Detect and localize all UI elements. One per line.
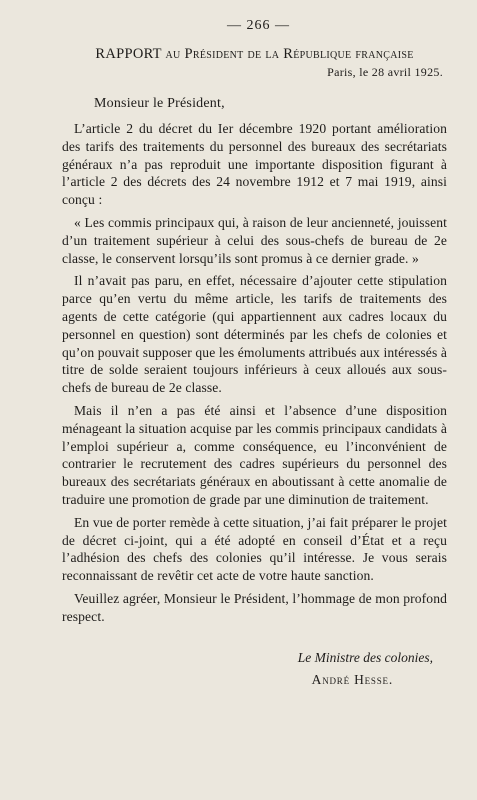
paragraph-5 [62, 514, 447, 585]
page-number: — 266 — [227, 18, 290, 33]
paragraph-1 [62, 120, 447, 209]
title-addressee: au Président de la République française [165, 46, 414, 62]
paragraph-quote-text: « Les commis principaux qui, à raison de leur ancienneté, jouissent d’un traitement supérieur à celui des sous-chefs de bureau de 2e classe, le conservent lorsqu’ils sont promus à ce dernier grade. » [62, 214, 447, 266]
paragraph-1-text: L’article 2 du décret du Ier décembre 1920 portant amélioration des tarifs des traitements du personnel des bureaux des secrétariats généraux n’a pas reproduit une importante disposition figurant à l’article 2 des décrets des 24 novembre 1912 et 7 mai 1919, ainsi conçu : [62, 121, 447, 208]
paragraph-3 [62, 272, 447, 397]
document-title [62, 46, 447, 63]
paragraph-6-text: Veuillez agréer, Monsieur le Président, l’hommage de mon profond respect. [62, 590, 447, 624]
signature-block [62, 650, 447, 688]
title-rapport: RAPPORT [95, 46, 162, 62]
paragraph-6 [62, 590, 447, 626]
dateline: Paris, le 28 avril 1925. [327, 65, 443, 79]
paragraph-quote [62, 214, 447, 267]
paragraph-4 [62, 402, 447, 509]
salutation: Monsieur le Président, [94, 96, 225, 111]
paragraph-3-text: Il n’avait pas paru, en effet, nécessaire d’ajouter cette stipulation parce qu’en vertu du même article, les tarifs de traitements des agents de cette catégorie (qui appartiennent aux cadres locaux du personnel en question) sont déterminés par les chefs de colonies et qu’on pouvait supposer que les émoluments attribués aux intéressés à titre de solde seraient toujours inférieurs à ceux alloués aux sous-chefs de bureau de 2e classe. [62, 273, 447, 396]
paragraph-5-text: En vue de porter remède à cette situation, j’ai fait préparer le projet de décret ci-joint, qui a été adopté en conseil d’État et a reçu l’adhésion des chefs des colonies qu’il intéresse. Je vous serais reconnaissant de revêtir cet acte de votre haute sanction. [62, 514, 447, 584]
signatory-title: Le Ministre des colonies, [297, 649, 433, 665]
signatory-name: André Hesse. [311, 671, 393, 687]
paragraph-4-text: Mais il n’en a pas été ainsi et l’absence d’une disposition ménageant la situation acquise par les commis principaux candidats à l’emploi supérieur a, comme conséquence, eu l’inconvénient de contrarier le recrutement des cadres supérieurs du personnel des bureaux des secrétariats généraux en aboutissant à cette anomalie de traduire une promotion de grade par une diminution de traitement. [62, 402, 447, 507]
